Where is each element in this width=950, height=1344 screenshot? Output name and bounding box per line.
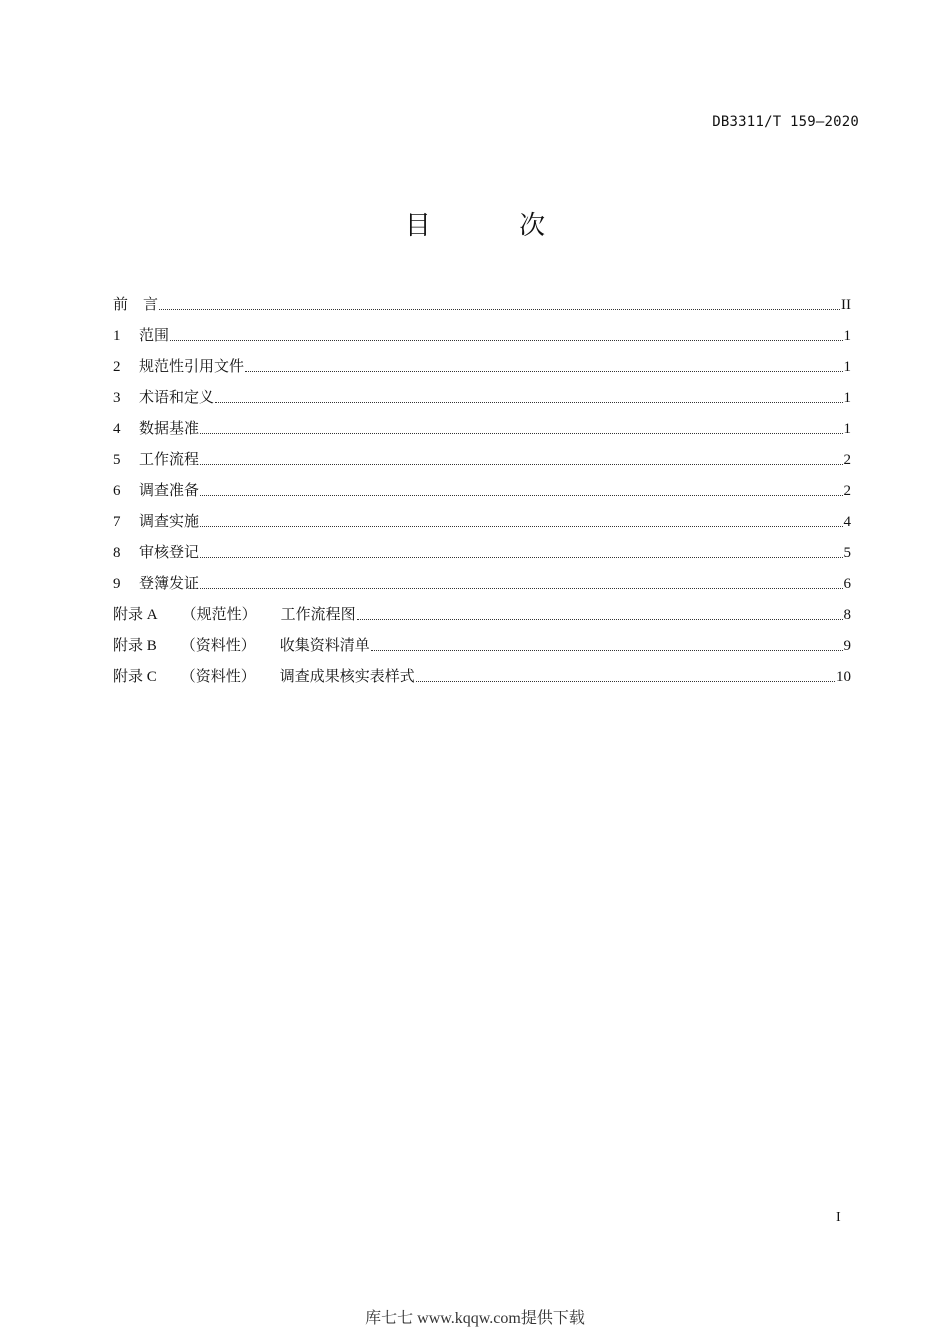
appendix-prefix: 附录 A (113, 607, 158, 623)
toc-entry-page: 1 (843, 359, 851, 375)
download-footer: 库七七 www.kqqw.com提供下载 (365, 1310, 585, 1327)
toc-entry-label: 调查准备 (139, 483, 200, 499)
appendix-classification: （规范性） (181, 607, 257, 623)
appendix-classification: （资料性） (180, 638, 256, 654)
toc-entry-number: 5 (113, 452, 121, 468)
toc-entry-page: 10 (836, 669, 851, 685)
appendix-classification: （资料性） (180, 669, 256, 685)
toc-entry-number: 3 (113, 390, 121, 406)
toc-entry-number: 8 (113, 545, 121, 561)
toc-entry-label: 数据基准 (139, 421, 200, 437)
toc-appendix-c[interactable] (113, 656, 851, 687)
toc-entry-label: 审核登记 (139, 545, 200, 561)
toc-leader-dots (170, 339, 842, 341)
appendix-prefix: 附录 C (113, 669, 157, 685)
toc-entry-number: 7 (113, 514, 121, 530)
toc-entry-label: 调查实施 (139, 514, 200, 530)
toc-entry-page: 4 (843, 514, 851, 530)
toc-leader-dots (215, 401, 842, 403)
toc-entry-preface[interactable] (113, 284, 851, 315)
toc-entry-7[interactable] (113, 501, 851, 532)
toc-entry-4[interactable] (113, 408, 851, 439)
appendix-prefix: 附录 B (113, 638, 157, 654)
toc-leader-dots (371, 649, 843, 651)
appendix-label: 调查成果核实表样式 (279, 669, 415, 685)
toc-entry-label: 术语和定义 (139, 390, 215, 406)
toc-leader-dots (159, 308, 840, 310)
toc-entry-page: 6 (843, 576, 851, 592)
appendix-label: 收集资料清单 (279, 638, 370, 654)
toc-entry-label: 规范性引用文件 (139, 359, 245, 375)
toc-leader-dots (416, 680, 835, 682)
table-of-contents (113, 284, 851, 687)
toc-entry-label: 前 言 (113, 297, 159, 313)
toc-entry-page: 1 (843, 328, 851, 344)
toc-entry-page: 2 (843, 483, 851, 499)
toc-leader-dots (200, 463, 842, 465)
standard-code: DB3311/T 159—2020 (712, 114, 859, 130)
toc-entry-number: 4 (113, 421, 121, 437)
toc-entry-6[interactable] (113, 470, 851, 501)
toc-leader-dots (200, 556, 842, 558)
toc-leader-dots (200, 494, 842, 496)
appendix-label: 工作流程图 (280, 607, 356, 623)
toc-entry-page: 2 (843, 452, 851, 468)
toc-entry-number: 2 (113, 359, 121, 375)
toc-entry-page: 5 (843, 545, 851, 561)
toc-entry-9[interactable] (113, 563, 851, 594)
toc-entry-label: 范围 (139, 328, 170, 344)
page-number: I (836, 1210, 841, 1225)
toc-entry-number: 6 (113, 483, 121, 499)
toc-leader-dots (245, 370, 842, 372)
toc-entry-page: 1 (843, 390, 851, 406)
toc-entry-number: 1 (113, 328, 121, 344)
toc-entry-page: II (841, 297, 851, 313)
page-title: 目 次 (404, 211, 586, 241)
toc-entry-page: 8 (843, 607, 851, 623)
toc-leader-dots (200, 587, 842, 589)
toc-appendix-a[interactable] (113, 594, 851, 625)
toc-entry-1[interactable] (113, 315, 851, 346)
toc-entry-page: 9 (843, 638, 851, 654)
toc-leader-dots (357, 618, 843, 620)
toc-entry-3[interactable] (113, 377, 851, 408)
toc-entry-page: 1 (843, 421, 851, 437)
toc-leader-dots (200, 432, 842, 434)
toc-entry-number: 9 (113, 576, 121, 592)
toc-entry-8[interactable] (113, 532, 851, 563)
toc-entry-2[interactable] (113, 346, 851, 377)
toc-appendix-b[interactable] (113, 625, 851, 656)
toc-entry-5[interactable] (113, 439, 851, 470)
toc-leader-dots (200, 525, 842, 527)
toc-entry-label: 登簿发证 (139, 576, 200, 592)
toc-entry-label: 工作流程 (139, 452, 200, 468)
